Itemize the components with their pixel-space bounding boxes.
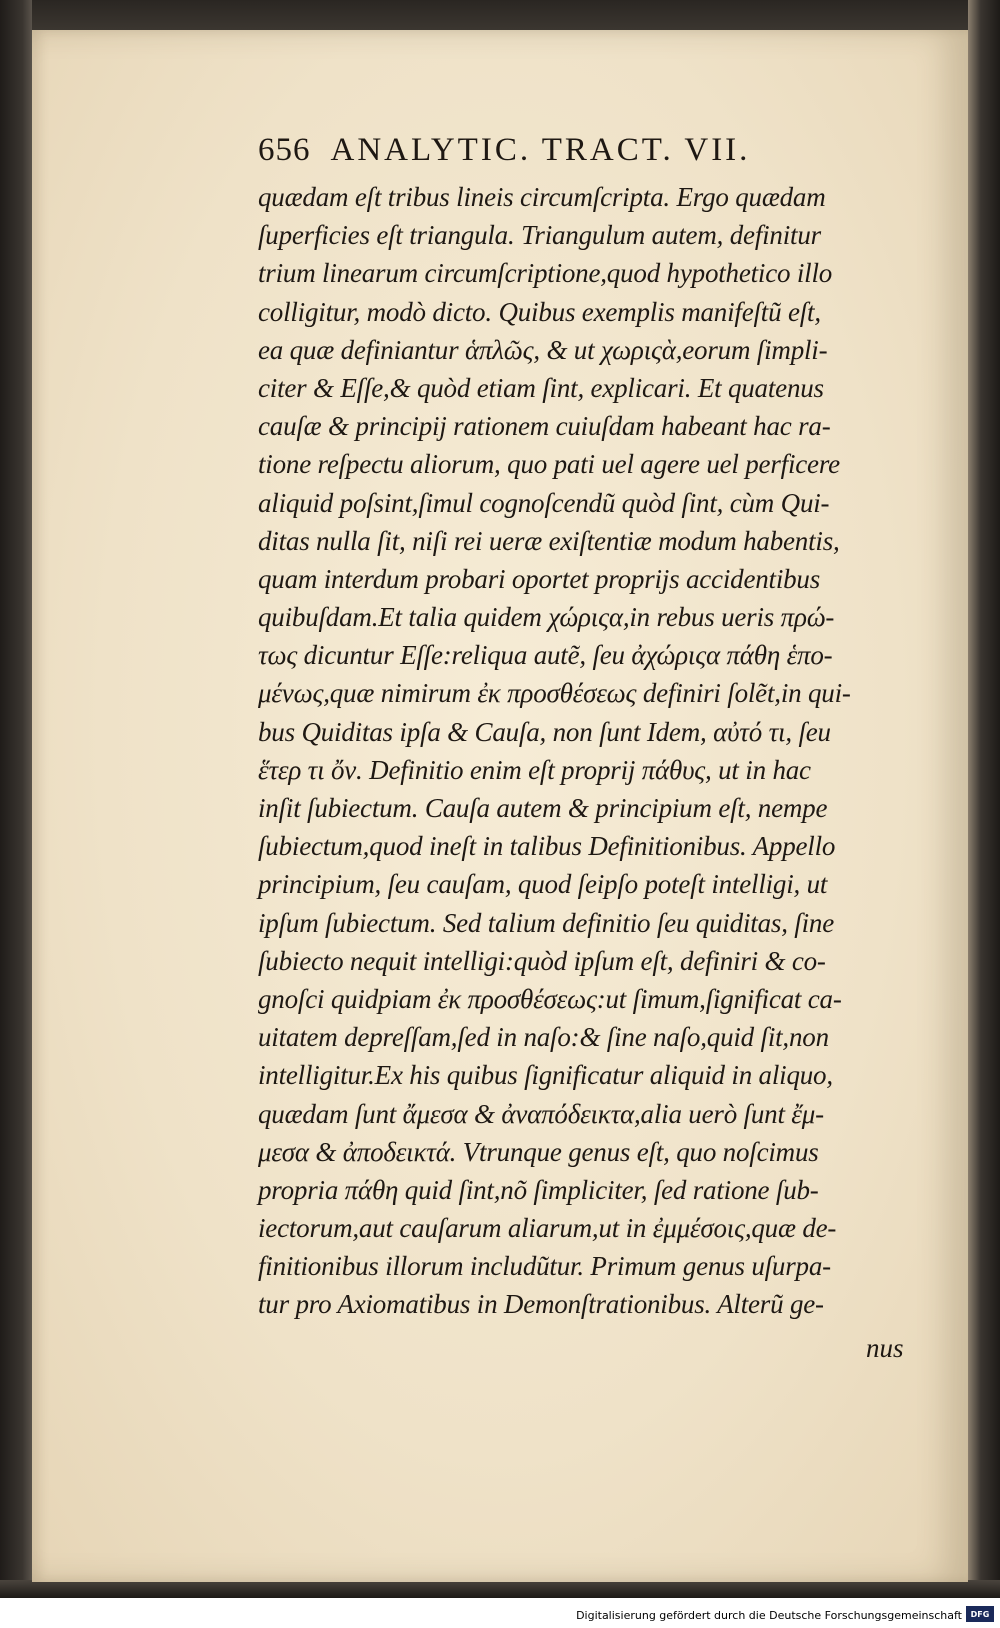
text-line: ἕτερ τι ὄν. Definitio enim eſt proprij πάθυς, ut in hac	[258, 754, 811, 785]
dfg-logo	[966, 1606, 994, 1622]
text-line: principium, ſeu cauſam, quod ſeipſo poteſt intelligi, ut	[258, 869, 828, 900]
page-text-block	[258, 132, 948, 1324]
page-number: 656	[258, 132, 311, 168]
text-line: tur pro Axiomatibus in Demonſtrationibus. Alterũ ge-	[258, 1289, 824, 1320]
text-line: uitatem depreſſam,ſed in naſo:& ſine naſo,quid ſit,non	[258, 1022, 829, 1053]
text-line: ſuperficies eſt triangula. Triangulum autem, definitur	[258, 220, 821, 251]
text-line: quam interdum probari oportet proprijs accidentibus	[258, 563, 821, 594]
text-line: tione reſpectu aliorum, quo pati uel agere uel perficere	[258, 449, 840, 480]
text-line: μεσα & ἀποδεικτά. Vtrunque genus eſt, quo noſcimus	[258, 1136, 819, 1167]
book-edge-left	[0, 0, 32, 1598]
text-line: ditas nulla ſit, niſi rei ueræ exiſtentiæ modum habentis,	[258, 525, 840, 556]
text-line: colligitur, modò dicto. Quibus exemplis manifeſtũ eſt,	[258, 296, 821, 327]
book-edge-bottom	[0, 1580, 1000, 1598]
book-edge-right	[968, 0, 1000, 1598]
text-line: inſit ſubiectum. Cauſa autem & principium eſt, nempe	[258, 793, 828, 823]
text-line: propria πάθη quid ſint,nõ ſimpliciter, ſed ratione ſub-	[258, 1174, 819, 1205]
text-line: cauſæ & principij rationem cuiuſdam habeant hac ra-	[258, 411, 831, 442]
catchword: nus	[866, 1333, 904, 1363]
text-line: aliquid poſsint,ſimul cognoſcendũ quòd ſint, cùm Qui-	[258, 487, 830, 518]
text-line: gnoſci quidpiam ἐκ προσθέσεως:ut ſimum,ſignificat ca-	[258, 983, 842, 1014]
text-line: iectorum,aut cauſarum aliarum,ut in ἐμμέσοις,quæ de-	[258, 1213, 837, 1244]
text-lines	[258, 178, 948, 1324]
text-line: bus Quiditas ipſa & Cauſa, non ſunt Idem, αὐτό τι, ſeu	[258, 716, 831, 747]
running-head-title: ANALYTIC. TRACT. VII.	[330, 132, 751, 168]
text-line: citer & Eſſe,& quòd etiam ſint, explicari. Et quatenus	[258, 372, 824, 403]
text-line: quædam eſt tribus lineis circumſcripta. Ergo quædam	[258, 182, 826, 212]
text-line: ea quæ definiantur ἁπλῶς, & ut χωριςὰ,eorum ſimpli-	[258, 334, 828, 365]
text-line: μένως,quæ nimirum ἐκ προσθέσεως definiri ſolẽt,in qui-	[258, 678, 851, 709]
text-line: ſubiectum,quod ineſt in talibus Definitionibus. Appello	[258, 831, 836, 862]
text-line: trium linearum circumſcriptione,quod hypothetico illo	[258, 258, 833, 289]
dfg-logo-text: DFG	[970, 1609, 990, 1619]
text-line: ipſum ſubiectum. Sed talium definitio ſeu quiditas, ſine	[258, 907, 834, 938]
book-edge-top	[0, 0, 1000, 30]
text-line: intelligitur.Ex his quibus ſignificatur aliquid in aliquo,	[258, 1060, 833, 1091]
text-line: ſubiecto nequit intelligi:quòd ipſum eſt, definiri & co-	[258, 945, 826, 976]
digitization-credit: Digitalisierung gefördert durch die Deutsche Forschungsgemeinschaft	[576, 1609, 962, 1622]
running-head	[258, 132, 948, 178]
text-line: finitionibus illorum includũtur. Primum genus uſurpa-	[258, 1251, 831, 1282]
text-line: τως dicuntur Eſſe:reliqua autẽ, ſeu ἀχώριςα πάθη ἑπο-	[258, 640, 833, 671]
text-line: quædam ſunt ἄμεσα & ἀναπόδεικτα,alia uerò ſunt ἔμ-	[258, 1098, 824, 1129]
text-line: quibuſdam.Et talia quidem χώριςα,in rebus ueris πρώ-	[258, 602, 835, 633]
